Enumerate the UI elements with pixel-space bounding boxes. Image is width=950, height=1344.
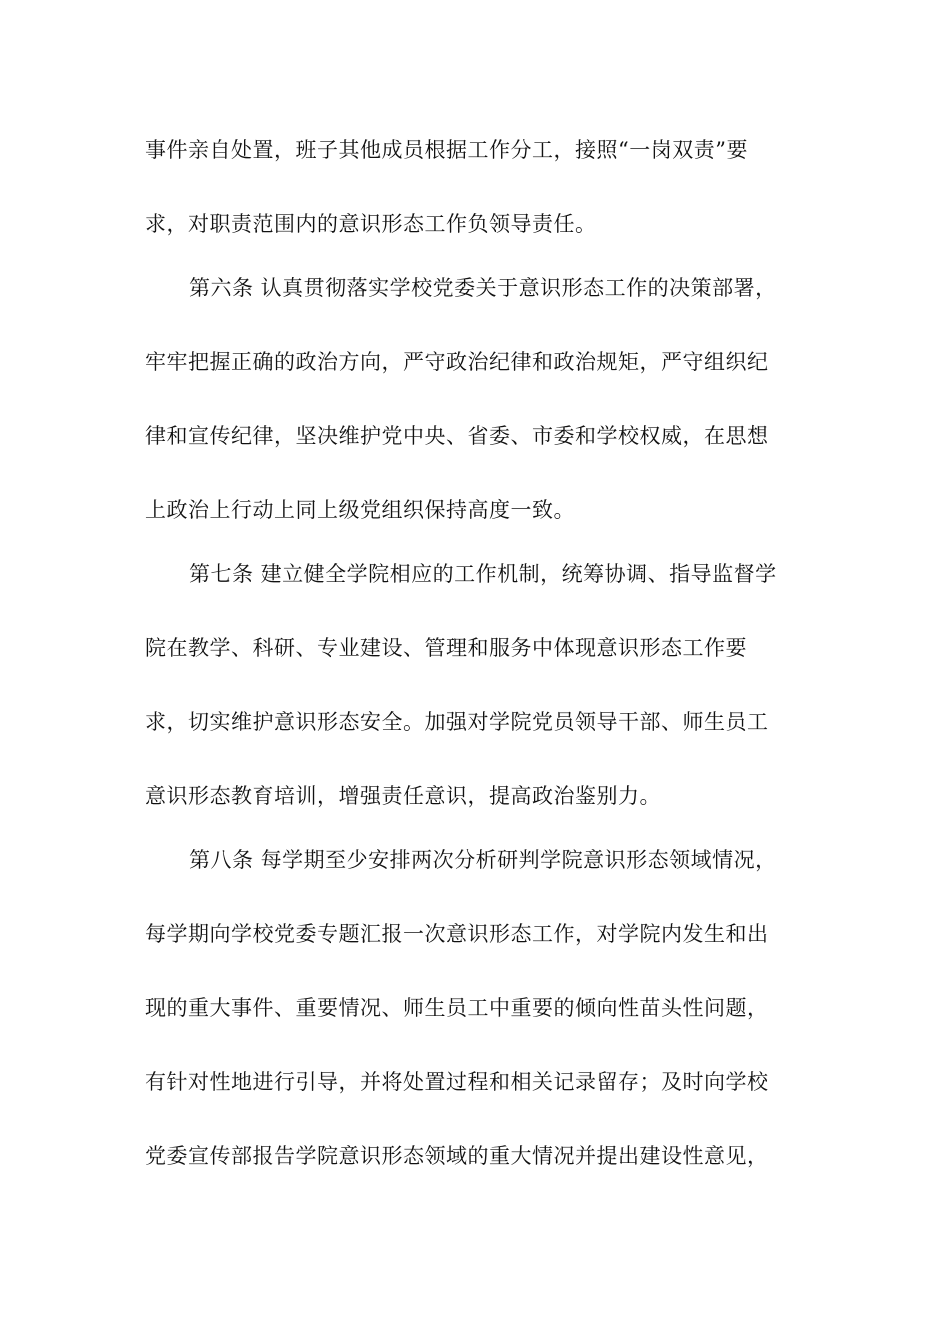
- text-line: 院在教学、科研、专业建设、管理和服务中体现意识形态工作要: [145, 636, 747, 660]
- text-line: 求，对职责范围内的意识形态工作负领导责任。: [145, 212, 597, 236]
- text-line: 牢牢把握正确的政治方向，严守政治纪律和政治规矩，严守组织纪: [145, 350, 769, 374]
- article-6-heading-line: 第六条 认真贯彻落实学校党委关于意识形态工作的决策部署，: [189, 276, 777, 300]
- text-line: 党委宣传部报告学院意识形态领域的重大情况并提出建设性意见，: [145, 1144, 769, 1168]
- text-line: 每学期向学校党委专题汇报一次意识形态工作，对学院内发生和出: [145, 922, 769, 946]
- text-line: 求，切实维护意识形态安全。加强对学院党员领导干部、师生员工: [145, 710, 769, 734]
- text-line: 现的重大事件、重要情况、师生员工中重要的倾向性苗头性问题，: [145, 996, 769, 1020]
- text-line: 事件亲自处置，班子其他成员根据工作分工，接照“一岗双责”要: [145, 138, 748, 162]
- text-line: 律和宣传纪律，坚决维护党中央、省委、市委和学校权威，在思想: [145, 424, 769, 448]
- article-7-heading-line: 第七条 建立健全学院相应的工作机制，统筹协调、指导监督学: [189, 562, 777, 586]
- article-8-heading-line: 第八条 每学期至少安排两次分析研判学院意识形态领域情况，: [189, 848, 777, 872]
- text-line: 意识形态教育培训，增强责任意识，提高政治鉴别力。: [145, 784, 661, 808]
- text-line: 有针对性地进行引导，并将处置过程和相关记录留存；及时向学校: [145, 1070, 769, 1094]
- text-line: 上政治上行动上同上级党组织保持高度一致。: [145, 498, 575, 522]
